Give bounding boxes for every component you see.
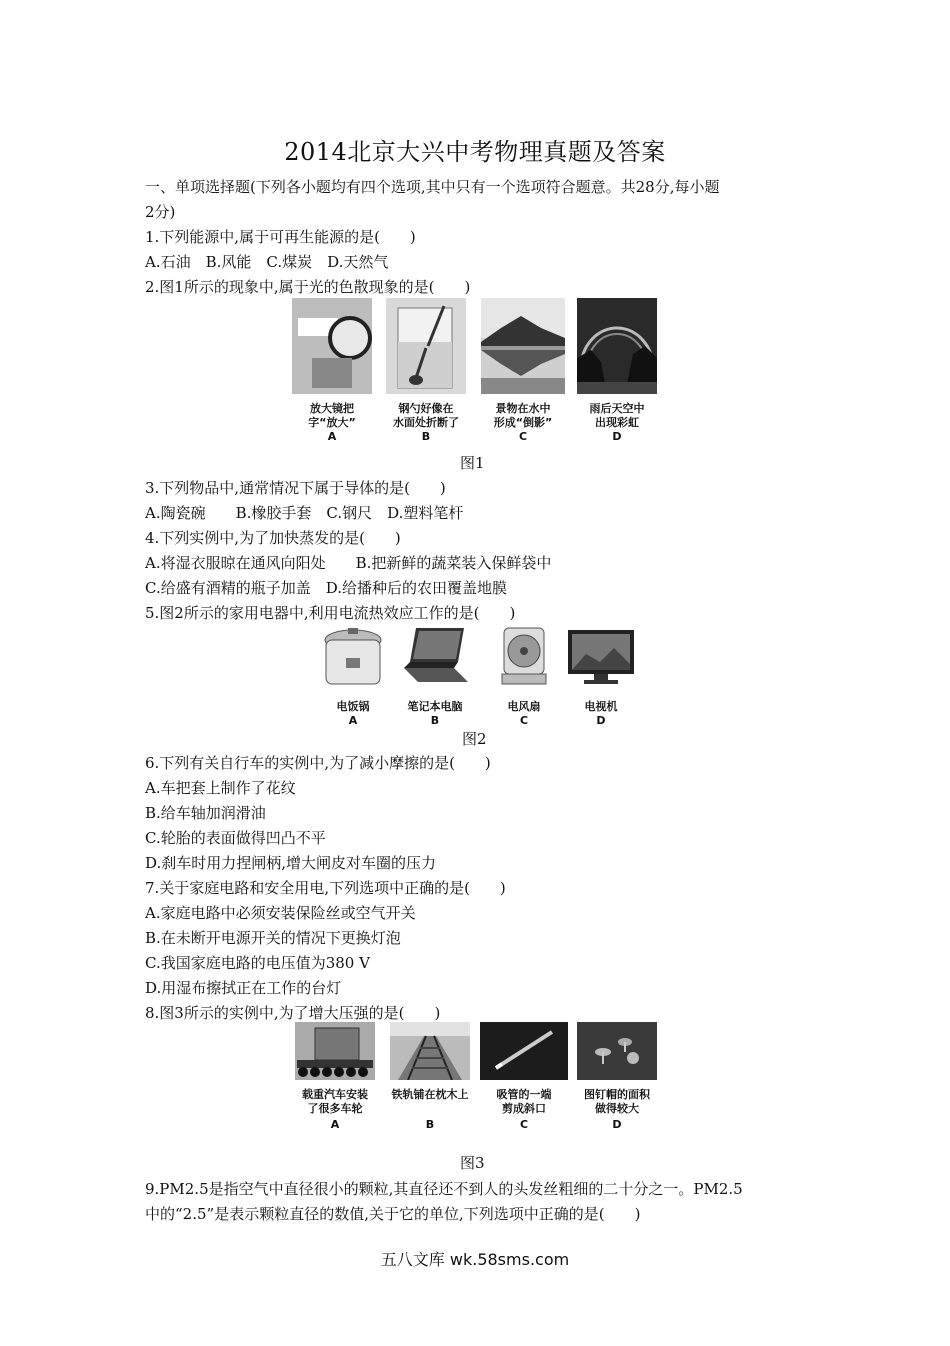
- fig3-item-a: [295, 1022, 375, 1131]
- fig3-letter-a: A: [330, 1118, 340, 1131]
- fig1-caption-c1: 景物在水中: [495, 402, 551, 415]
- fig3-item-b: [390, 1022, 470, 1131]
- fig2-label: 图2: [462, 730, 487, 748]
- fig1-caption-c2: 形成“倒影”: [493, 416, 553, 429]
- fig2-item-d: [566, 624, 636, 727]
- television-photo: [566, 624, 636, 694]
- electric-fan-photo: [494, 624, 554, 694]
- q6-option-a: A.车把套上制作了花纹: [145, 779, 296, 797]
- fig2-caption-b: 笔记本电脑: [407, 700, 463, 713]
- q9-line-2: 中的“2.5”是表示颗粒直径的数值,关于它的单位,下列选项中正确的是( ): [145, 1205, 641, 1223]
- fig1-caption-d2: 出现彩虹: [595, 416, 639, 429]
- laptop-photo: [398, 624, 472, 694]
- fig3-caption-d1: 图钉帽的面积: [584, 1088, 650, 1101]
- fig2-letter-a: A: [348, 714, 358, 727]
- fig1-letter-a: A: [327, 430, 337, 443]
- q4-stem: 4.下列实例中,为了加快蒸发的是( ): [145, 529, 401, 547]
- q4-options-2: C.给盛有酒精的瓶子加盖 D.给播种后的农田覆盖地膜: [145, 579, 507, 597]
- thumbtack-photo: [577, 1022, 657, 1080]
- fig3-caption-c1: 吸管的一端: [496, 1088, 552, 1101]
- railway-track-photo: [390, 1022, 470, 1080]
- fig1-letter-d: D: [612, 430, 622, 443]
- footer-watermark: 五八文库 wk.58sms.com: [380, 1250, 570, 1269]
- fig3-caption-a2: 了很多车轮: [307, 1102, 363, 1115]
- heavy-truck-photo: [295, 1022, 375, 1080]
- fig3-label: 图3: [460, 1154, 485, 1172]
- fig2-item-a: [318, 624, 388, 727]
- fig1-label: 图1: [460, 454, 485, 472]
- fig2-caption-d: 电视机: [584, 700, 618, 713]
- fig2-caption-c: 电风扇: [507, 700, 541, 713]
- fig3-letter-d: D: [612, 1118, 622, 1131]
- magnifier-photo: [292, 298, 372, 394]
- q8-stem: 8.图3所示的实例中,为了增大压强的是( ): [145, 1004, 441, 1022]
- rice-cooker-photo: [318, 624, 388, 694]
- q7-option-c: C.我国家庭电路的电压值为380 V: [145, 954, 370, 972]
- fig2-caption-a: 电饭锅: [336, 700, 370, 713]
- fig3-caption-a1: 载重汽车安装: [302, 1088, 368, 1101]
- fig3-caption-d2: 做得较大: [595, 1102, 639, 1115]
- q9-line-1: 9.PM2.5是指空气中直径很小的颗粒,其直径还不到人的头发丝粗细的二十分之一。PM2.5: [145, 1180, 743, 1198]
- fig3-letter-b: B: [425, 1118, 435, 1131]
- fig1-letter-c: C: [518, 430, 528, 443]
- q6-option-d: D.刹车时用力捏闸柄,增大闸皮对车圈的压力: [145, 854, 437, 872]
- q3-options: A.陶瓷碗 B.橡胶手套 C.钢尺 D.塑料笔杆: [145, 504, 464, 522]
- q6-option-c: C.轮胎的表面做得凹凸不平: [145, 829, 326, 847]
- fig2-item-c: [494, 624, 554, 727]
- section-heading-cont: 2分): [145, 203, 176, 221]
- q2-stem: 2.图1所示的现象中,属于光的色散现象的是( ): [145, 278, 471, 296]
- fig1-caption-d1: 雨后天空中: [589, 402, 645, 415]
- fig3-caption-c2: 剪成斜口: [502, 1102, 546, 1115]
- q4-options-1: A.将湿衣服晾在通风向阳处 B.把新鲜的蔬菜装入保鲜袋中: [145, 554, 552, 572]
- fig1-caption-b2: 水面处折断了: [393, 416, 459, 429]
- fig1-caption-b1: 钢勺好像在: [398, 402, 454, 415]
- fig3-caption-b1: 铁轨铺在枕木上: [391, 1088, 469, 1101]
- fig3-item-c: [480, 1022, 568, 1131]
- q6-option-b: B.给车轴加润滑油: [145, 804, 266, 822]
- fig3-letter-c: C: [519, 1118, 529, 1131]
- fig1-item-b: [386, 298, 466, 443]
- fig3-item-d: [577, 1022, 657, 1131]
- reflection-photo: [481, 298, 565, 394]
- fig2-letter-c: C: [519, 714, 529, 727]
- q6-stem: 6.下列有关自行车的实例中,为了减小摩擦的是( ): [145, 754, 491, 772]
- fig2-letter-d: D: [596, 714, 606, 727]
- q7-option-a: A.家庭电路中必须安装保险丝或空气开关: [145, 904, 416, 922]
- q7-stem: 7.关于家庭电路和安全用电,下列选项中正确的是( ): [145, 879, 506, 897]
- fig1-item-a: [292, 298, 372, 443]
- q1-stem: 1.下列能源中,属于可再生能源的是( ): [145, 228, 416, 246]
- straw-photo: [480, 1022, 568, 1080]
- q5-stem: 5.图2所示的家用电器中,利用电流热效应工作的是( ): [145, 604, 516, 622]
- fig2-item-b: [398, 624, 472, 727]
- fig1-item-d: [577, 298, 657, 443]
- fig2-letter-b: B: [430, 714, 440, 727]
- section-heading: 一、单项选择题(下列各小题均有四个选项,其中只有一个选项符合题意。共28分,每小题: [145, 178, 720, 196]
- fig1-item-c: [481, 298, 565, 443]
- fig1-caption-a2: 字“放大”: [308, 416, 356, 429]
- rainbow-photo: [577, 298, 657, 394]
- fig1-letter-b: B: [421, 430, 431, 443]
- q7-option-d: D.用湿布擦拭正在工作的台灯: [145, 979, 342, 997]
- q3-stem: 3.下列物品中,通常情况下属于导体的是( ): [145, 479, 446, 497]
- page-title: 2014北京大兴中考物理真题及答案: [284, 138, 666, 166]
- fig3-caption-b2: [390, 1102, 470, 1116]
- spoon-in-water-photo: [386, 298, 466, 394]
- fig1-caption-a1: 放大镜把: [310, 402, 354, 415]
- q7-option-b: B.在未断开电源开关的情况下更换灯泡: [145, 929, 401, 947]
- q1-options: A.石油 B.风能 C.煤炭 D.天然气: [145, 253, 389, 271]
